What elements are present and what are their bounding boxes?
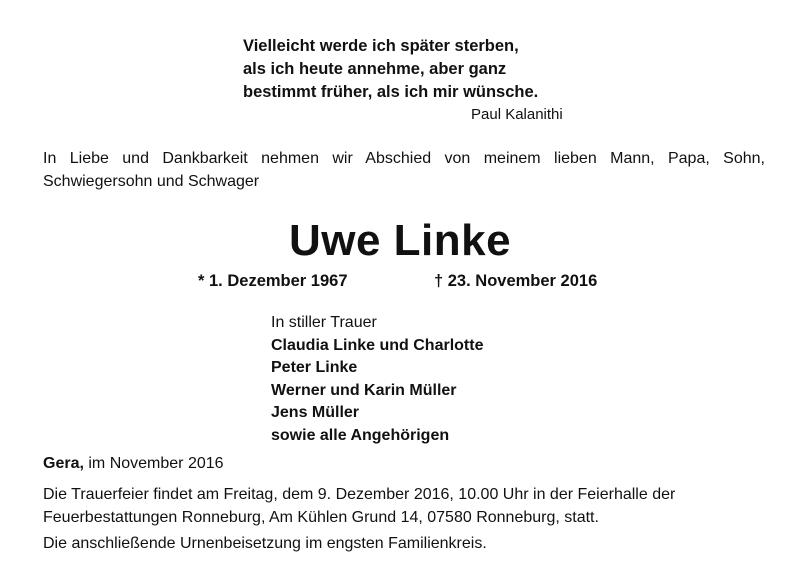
- intro-line: Schwiegersohn und Schwager: [43, 173, 260, 190]
- deceased-name: Uwe Linke: [288, 216, 512, 265]
- mourner-name: Peter Linke: [271, 359, 358, 376]
- ceremony-info: [43, 483, 675, 529]
- mourners-lead: In stiller Trauer: [271, 314, 377, 331]
- ceremony-line: Die Trauerfeier findet am Freitag, dem 9. Dezember 2016, 10.00 Uhr in der Feierhalle der: [43, 486, 676, 503]
- quote-line: als ich heute annehme, aber ganz: [243, 60, 507, 78]
- urn-burial-text: Die anschließende Urnenbeisetzung im engsten Familienkreis.: [43, 535, 487, 552]
- intro-text: [43, 147, 765, 193]
- quote-line: bestimmt früher, als ich mir wünsche.: [243, 83, 539, 101]
- mourner-name: Werner und Karin Müller: [271, 381, 457, 399]
- mourner-name: Jens Müller: [271, 404, 360, 421]
- ceremony-line: Feuerbestattungen Ronneburg, Am Kühlen Grund 14, 07580 Ronneburg, statt.: [43, 509, 599, 526]
- quote-line: Vielleicht werde ich später sterben,: [243, 37, 519, 55]
- quote-author: Paul Kalanithi: [471, 106, 563, 123]
- mourner-name: Claudia Linke und Charlotte: [271, 336, 484, 354]
- place-date: [43, 455, 224, 473]
- death-date: † 23. November 2016: [434, 272, 598, 290]
- place-date-text: im November 2016: [88, 455, 224, 472]
- mourner-name: sowie alle Angehörigen: [271, 426, 450, 444]
- place-city: Gera,: [43, 455, 84, 472]
- mourners-list: [271, 312, 483, 447]
- intro-line: In Liebe und Dankbarkeit nehmen wir Abschied von meinem lieben Mann, Papa, Sohn,: [43, 150, 765, 167]
- quote: [243, 35, 538, 104]
- birth-date: * 1. Dezember 1967: [198, 272, 348, 290]
